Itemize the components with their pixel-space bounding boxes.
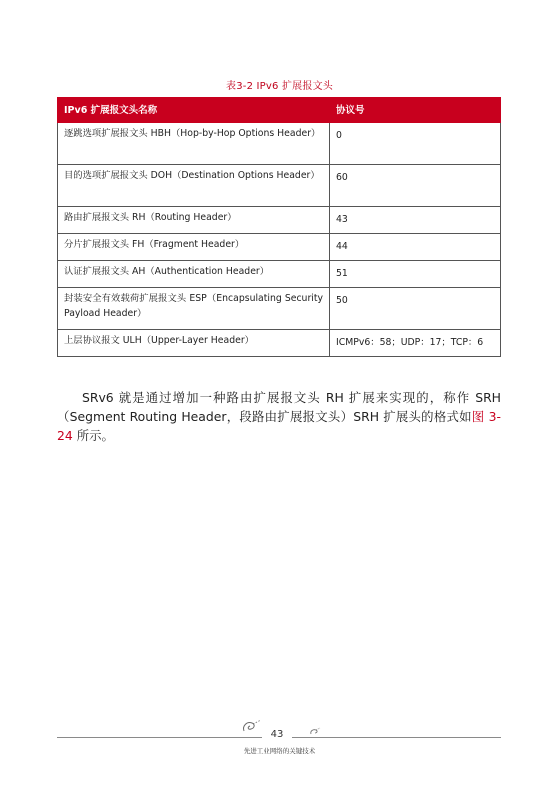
- footer-ornament-icon: [241, 718, 263, 736]
- column-header-name: IPv6 扩展报文头名称: [58, 98, 330, 123]
- header-name-cell: 路由扩展报文头 RH（Routing Header）: [58, 207, 330, 234]
- header-name-cell: 逐跳选项扩展报文头 HBH（Hop-by-Hop Options Header）: [58, 123, 330, 165]
- header-name-cell: 封装安全有效载荷扩展报文头 ESP（Encapsulating Security Payload Header）: [58, 288, 330, 330]
- protocol-number-cell: 50: [330, 288, 501, 330]
- table-row: [58, 288, 501, 330]
- column-header-protocol-number: 协议号: [330, 98, 501, 123]
- table-row: [58, 234, 501, 261]
- page-number: 43: [270, 729, 284, 740]
- book-title-footer: 先进工业网络的关键技术: [243, 747, 316, 755]
- footer-rule-left: [57, 737, 262, 738]
- paragraph-text: SRv6 就是通过增加一种路由扩展报文头 RH 扩展来实现的，称作 SRH（Segment Routing Header，段路由扩展报文头）SRH 扩展头的格式如: [57, 390, 501, 425]
- body-paragraph: [57, 388, 501, 445]
- table-row: [58, 261, 501, 288]
- header-name-cell: 分片扩展报文头 FH（Fragment Header）: [58, 234, 330, 261]
- header-name-cell: 上层协议报文 ULH（Upper-Layer Header）: [58, 330, 330, 357]
- header-name-cell: 目的选项扩展报文头 DOH（Destination Options Header）: [58, 165, 330, 207]
- table-row: [58, 207, 501, 234]
- table-row: [58, 165, 501, 207]
- ipv6-extension-header-table: [57, 97, 501, 357]
- footer-swirl-icon: [309, 727, 321, 737]
- protocol-number-cell: 60: [330, 165, 501, 207]
- paragraph-text-end: 所示。: [72, 428, 114, 444]
- footer-rule-right: [292, 737, 501, 738]
- table-caption: 表3-2 IPv6 扩展报文头: [226, 81, 333, 92]
- table-header-row: [58, 98, 501, 123]
- protocol-number-cell: 0: [330, 123, 501, 165]
- protocol-number-cell: ICMPv6：58；UDP：17；TCP：6: [330, 330, 501, 357]
- protocol-number-cell: 44: [330, 234, 501, 261]
- table-row: [58, 330, 501, 357]
- protocol-number-cell: 51: [330, 261, 501, 288]
- figure-reference-link[interactable]: 图 3-24: [57, 409, 501, 444]
- table-row: [58, 123, 501, 165]
- protocol-number-cell: 43: [330, 207, 501, 234]
- header-name-cell: 认证扩展报文头 AH（Authentication Header）: [58, 261, 330, 288]
